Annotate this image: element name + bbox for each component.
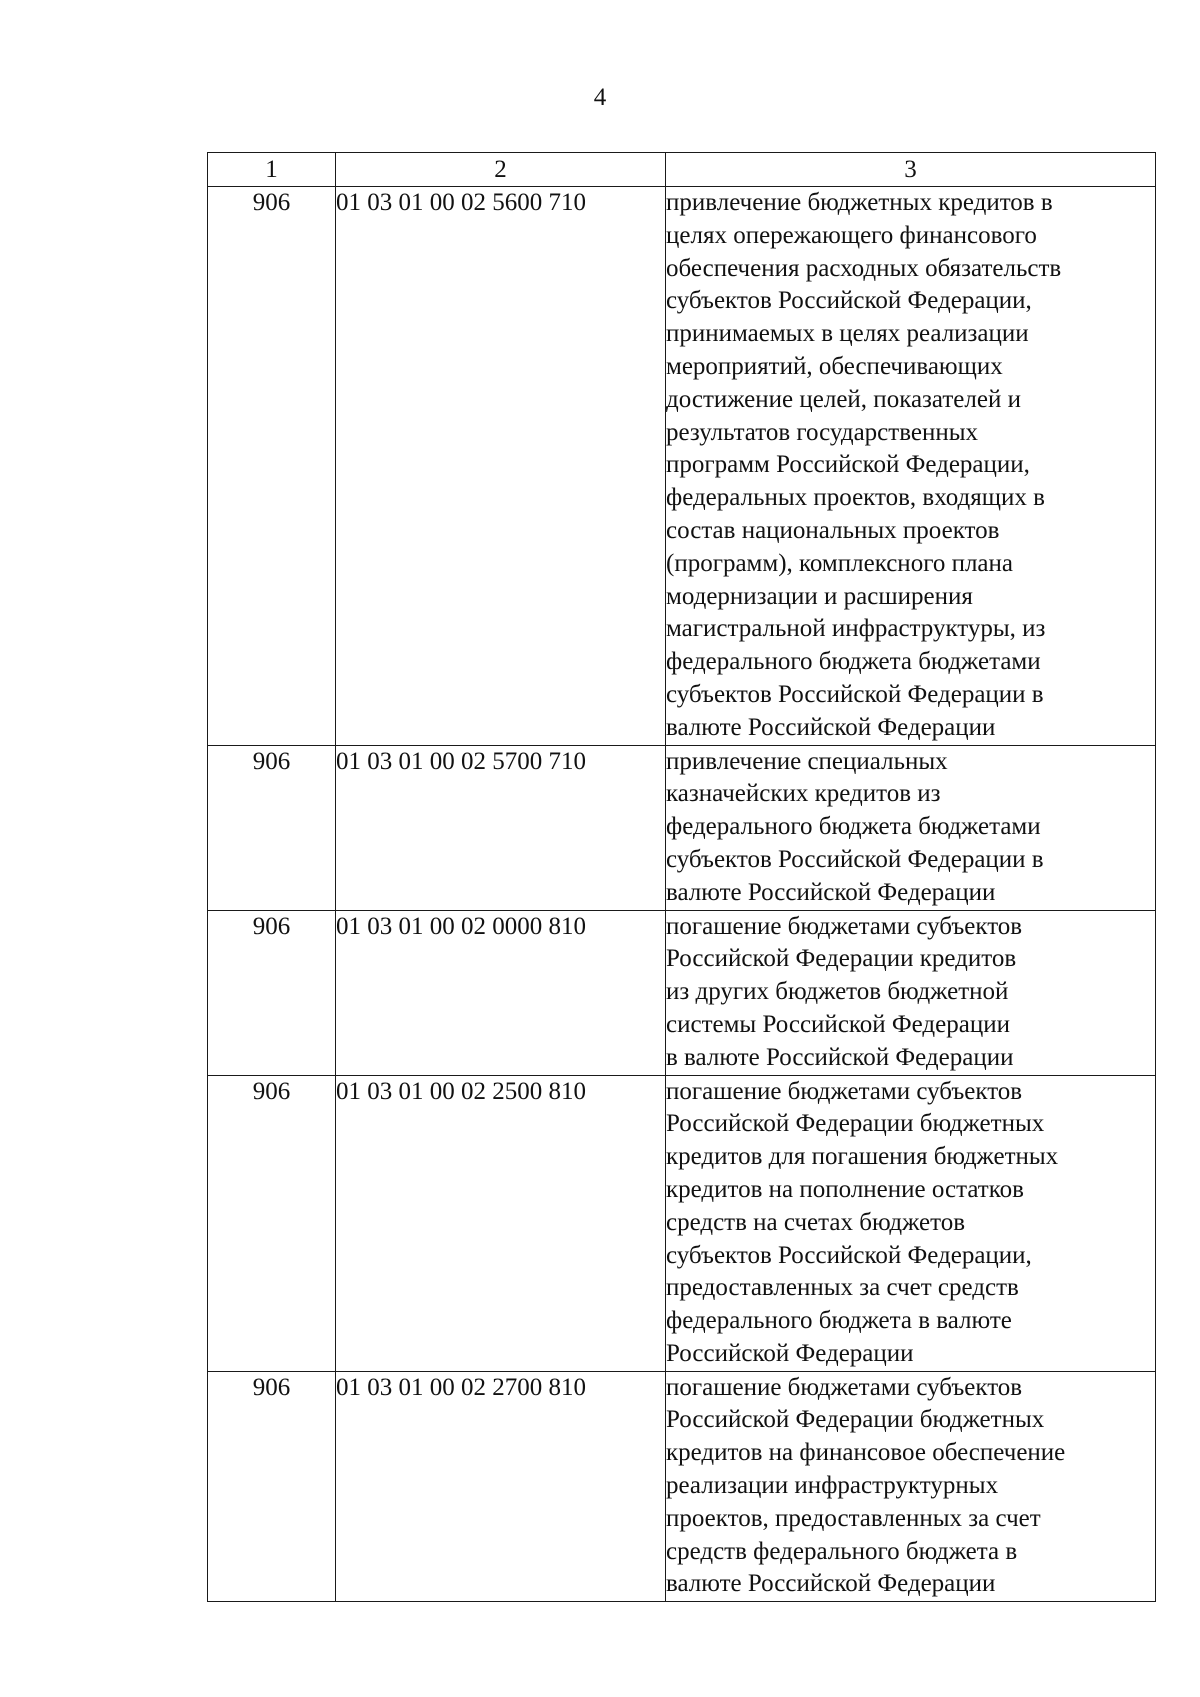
description-cell: [666, 745, 1156, 910]
admin-code-cell: 906: [208, 745, 336, 910]
table-row: [208, 187, 1156, 746]
description-line: привлечение бюджетных кредитов в: [666, 189, 1053, 216]
description-line: реализации инфраструктурных: [666, 1472, 999, 1500]
description-line: (программ), комплексного плана: [666, 549, 1013, 577]
column-header-2: 2: [336, 153, 666, 187]
column-header-1: 1: [208, 153, 336, 187]
description-line: федерального бюджета в валюте: [666, 1307, 1012, 1335]
description-line: состав национальных проектов: [666, 516, 1000, 544]
description-line: программ Российской Федерации,: [666, 451, 1030, 479]
description-line: погашение бюджетами субъектов: [666, 1373, 1023, 1401]
description-line: кредитов на пополнение остатков: [666, 1175, 1024, 1203]
admin-code-cell: 906: [208, 1371, 336, 1602]
description-line: субъектов Российской Федерации в: [666, 845, 1044, 873]
description-line: Российской Федерации бюджетных: [666, 1110, 1045, 1138]
description-line: Российской Федерации: [666, 1339, 914, 1367]
description-line: федерального бюджета бюджетами: [666, 648, 1041, 676]
description-line: предоставленных за счет средств: [666, 1274, 1019, 1302]
classification-code-cell: 01 03 01 00 02 2500 810: [336, 1075, 666, 1371]
budget-codes-table: [207, 152, 1156, 1602]
table-header-row: [208, 153, 1156, 187]
page-number: 4: [593, 84, 607, 111]
description-line: в валюте Российской Федерации: [666, 1043, 1014, 1071]
description-line: субъектов Российской Федерации,: [666, 1241, 1032, 1269]
description-line: целях опережающего финансового: [666, 221, 1037, 249]
description-line: магистральной инфраструктуры, из: [666, 615, 1046, 643]
description-line: привлечение специальных: [666, 747, 948, 775]
description-line: федерального бюджета бюджетами: [666, 813, 1041, 841]
description-line: средств федерального бюджета в: [666, 1537, 1018, 1565]
description-line: федеральных проектов, входящих в: [666, 484, 1045, 512]
description-line: системы Российской Федерации: [666, 1010, 1010, 1038]
admin-code-cell: 906: [208, 1075, 336, 1371]
classification-code-cell: 01 03 01 00 02 0000 810: [336, 910, 666, 1075]
description-line: погашение бюджетами субъектов: [666, 912, 1023, 940]
description-line: мероприятий, обеспечивающих: [666, 352, 1003, 380]
description-line: из других бюджетов бюджетной: [666, 978, 1009, 1006]
description-line: валюте Российской Федерации: [666, 713, 996, 741]
table-row: [208, 1075, 1156, 1371]
description-cell: [666, 910, 1156, 1075]
table-body: [208, 187, 1156, 1602]
description-line: принимаемых в целях реализации: [666, 320, 1029, 348]
table-row: [208, 910, 1156, 1075]
description-cell: [666, 187, 1156, 746]
description-line: кредитов для погашения бюджетных: [666, 1143, 1059, 1171]
description-line: Российской Федерации бюджетных: [666, 1406, 1045, 1434]
classification-code-cell: 01 03 01 00 02 5700 710: [336, 745, 666, 910]
description-line: кредитов на финансовое обеспечение: [666, 1439, 1066, 1467]
table-row: [208, 745, 1156, 910]
description-line: достижение целей, показателей и: [666, 385, 1021, 413]
description-line: субъектов Российской Федерации в: [666, 680, 1044, 708]
description-line: субъектов Российской Федерации,: [666, 287, 1032, 315]
description-line: валюте Российской Федерации: [666, 878, 996, 906]
description-line: модернизации и расширения: [666, 582, 973, 610]
classification-code-cell: 01 03 01 00 02 5600 710: [336, 187, 666, 746]
column-header-3: 3: [666, 153, 1156, 187]
description-line: результатов государственных: [666, 418, 978, 446]
description-line: обеспечения расходных обязательств: [666, 254, 1062, 282]
description-line: валюте Российской Федерации: [666, 1570, 996, 1598]
description-line: проектов, предоставленных за счет: [666, 1504, 1041, 1532]
description-cell: [666, 1371, 1156, 1602]
description-line: Российской Федерации кредитов: [666, 945, 1017, 973]
classification-code-cell: 01 03 01 00 02 2700 810: [336, 1371, 666, 1602]
table-row: [208, 1371, 1156, 1602]
description-line: средств на счетах бюджетов: [666, 1208, 966, 1236]
description-line: казначейских кредитов из: [666, 780, 941, 808]
admin-code-cell: 906: [208, 187, 336, 746]
admin-code-cell: 906: [208, 910, 336, 1075]
description-cell: [666, 1075, 1156, 1371]
description-line: погашение бюджетами субъектов: [666, 1077, 1023, 1105]
